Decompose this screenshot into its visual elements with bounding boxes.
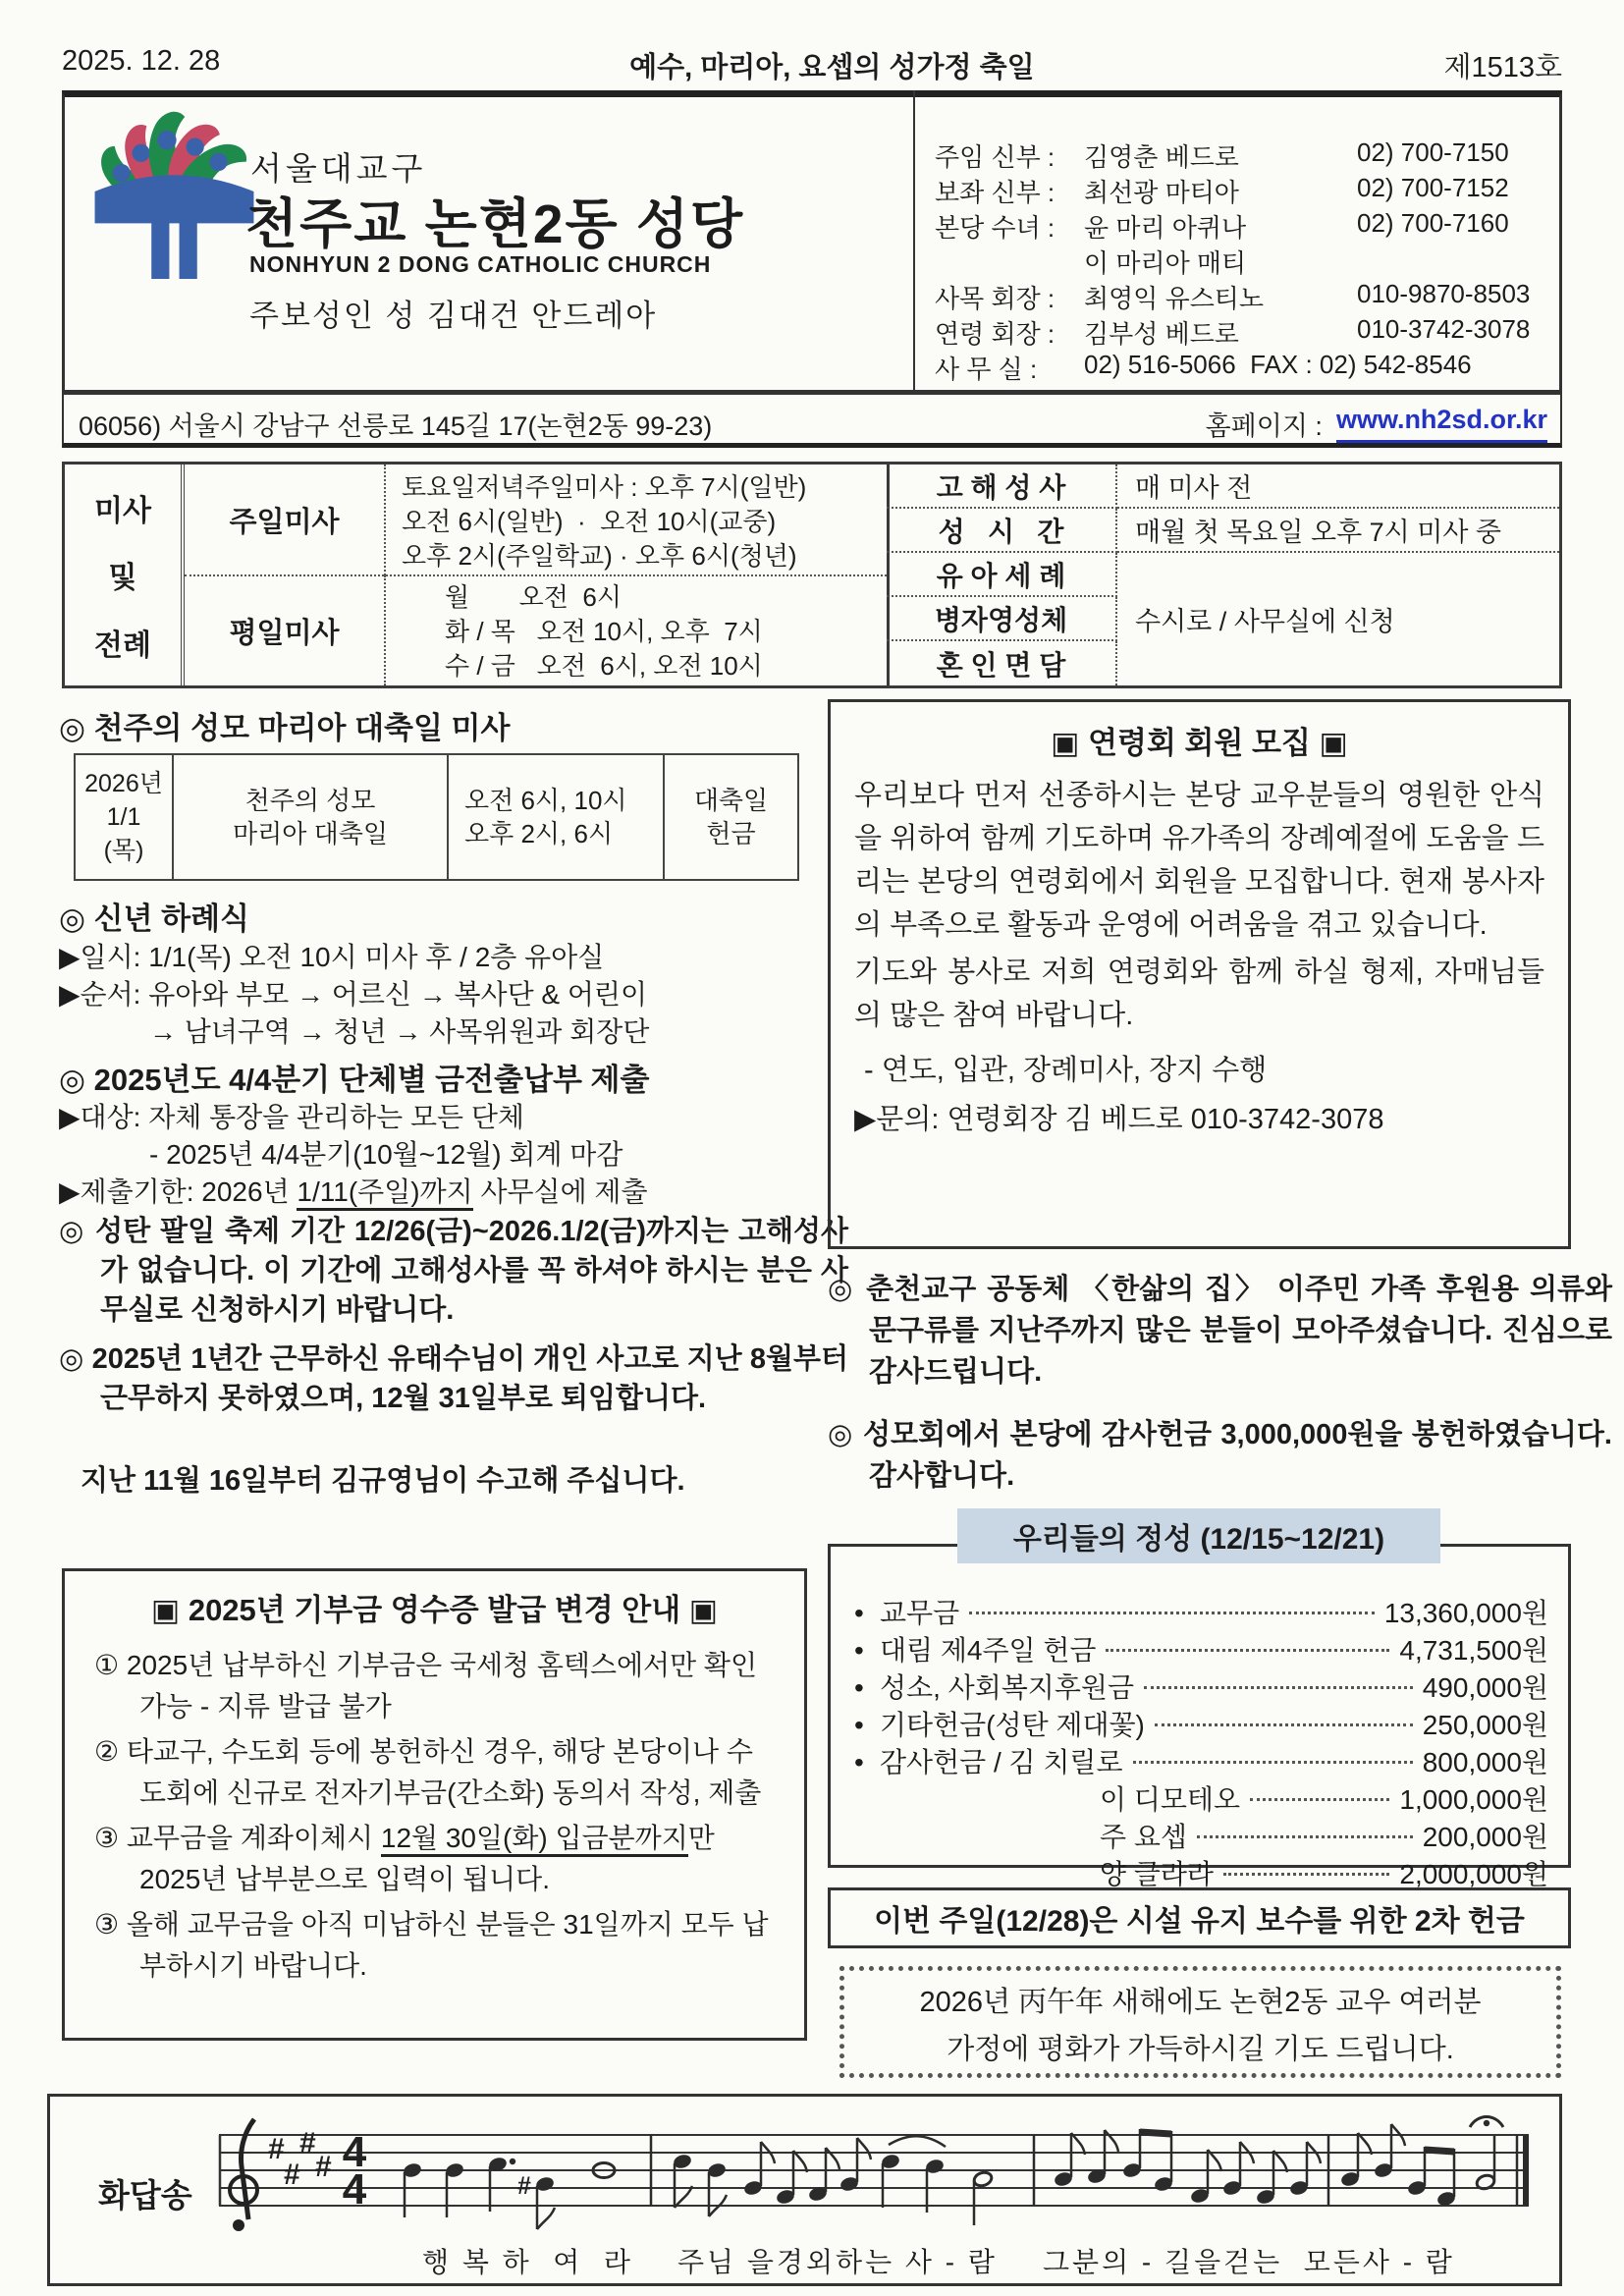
dotted-leader [1106,1649,1389,1652]
feast-date-cell: 2026년 1/1 (목) [76,755,174,879]
contact-name: 김부성 베드로 [1084,319,1239,349]
purgatorial-society-body [831,762,1568,1141]
sunday-mass-label: 주일미사 [185,465,386,575]
time-signature-top: 4 [342,2128,367,2176]
seongmohoe-thanks-notice: ◎ 성모회에서 본당에 감사헌금 3,000,000원을 봉헌하였습니다. 감사합니다. [828,1419,1612,1492]
receipt-item-4: ③ 올해 교무금을 아직 미납하신 분들은 31일까지 모두 납부하시기 바랍니다. [94,1909,769,1981]
feast-times-cell: 오전 6시, 10시 오후 2시, 6시 [449,755,665,879]
staff-successor-notice: 지난 11월 16일부터 김규영님이 수고해 주십니다. [81,1465,685,1497]
receipt-item-3-underline: 12월 30일(화) 입금분까지 [381,1823,688,1857]
confession-label: 고 해 성 사 [887,465,1117,509]
donation-row: • 기타헌금(성탄 제대꽃) 250,000원 [854,1710,1548,1740]
lyrics-phrase-2: 주님 을경외하는 사 - 람 [677,2247,998,2277]
ledger-target: ▶대상: 자체 통장을 관리하는 모든 단체 [59,1102,524,1132]
weekday-mass-label: 평일미사 [185,575,386,685]
issue-number: 제1513호 [1443,52,1562,83]
newyear-when: ▶일시: 1/1(목) 오전 10시 미사 후 / 2층 유아실 [59,942,605,972]
church-address: 06056) 서울시 강남구 선릉로 145길 17(논현2동 99-23) [79,411,713,441]
contact-row [935,244,1548,280]
lyrics-phrase-3: 그분의 - 길을걷는 모든사 - 람 [1043,2247,1455,2277]
feast-mass-table [74,753,799,881]
adoration-value: 매월 첫 목요일 오후 7시 미사 중 [1117,509,1559,553]
bullet-icon: • [854,1635,864,1666]
homepage-row [1206,405,1547,443]
notes [403,2117,1526,2230]
purgatorial-society-services: - 연도, 입관, 장례미사, 장지 수행 [864,1055,1268,1086]
patron-saint: 주보성인 성 김대건 안드레아 [249,299,658,333]
confession-value: 매 미사 전 [1117,465,1559,509]
bullet-icon: • [854,1747,864,1777]
music-staff [211,2107,1537,2255]
donations-list [831,1547,1568,1890]
homepage-link[interactable]: www.nh2sd.or.kr [1336,405,1547,443]
donation-row: • 감사헌금 / 김 치릴로 800,000원 [854,1747,1548,1777]
contact-label: 본당 수녀 : [935,213,1056,243]
feast-offering-cell: 대축일 헌금 [693,786,769,848]
church-logo-icon [93,110,255,279]
sick-communion-label: 병자영성체 [887,597,1117,641]
contact-name: 이 마리아 매티 [1084,248,1247,278]
donation-row: 주 요셉 200,000원 [1100,1822,1548,1852]
weekday-mass-times: 월 오전 6시 화 / 목 오전 10시, 오후 7시 수 / 금 오전 6시, 오전 10시 [445,582,763,681]
contact-phone: 02) 700-7152 [1357,173,1509,202]
bullet-icon: • [854,1710,864,1740]
homepage-label: 홈페이지 : [1205,411,1323,441]
donation-row: • 대림 제4주일 헌금 4,731,500원 [854,1635,1548,1666]
receipt-item-2: ② 타교구, 수도회 등에 봉헌하신 경우, 해당 본당이나 수도회에 신규로 전자기부금(간소화) 동의서 작성, 제출 [94,1736,762,1808]
donations-box [828,1544,1571,1889]
receipt-notice-title: ▣ 2025년 기부금 영수증 발급 변경 안내 ▣ [150,1593,719,1627]
donation-row: 이 디모테오 1,000,000원 [1100,1784,1548,1815]
masthead-divider [913,90,915,393]
contact-name: 최영익 유스티노 [1084,284,1265,313]
mass-side-header: 미사 및 전례 [65,465,185,685]
sharp-icon: # [315,2151,332,2183]
mass-schedule-table [62,462,1562,688]
contact-label: 사 무 실 : [935,355,1038,384]
ledger-title: ◎ 2025년도 4/4분기 단체별 금전출납부 제출 [59,1063,650,1097]
page-date: 2025. 12. 28 [62,45,221,77]
donation-row: 양 글라라 2,000,000원 [1100,1859,1548,1889]
sunday-mass-times: 토요일저녁주일미사 : 오후 7시(일반) 오전 6시(일반) · 오전 10시(교중) 오후 2시(주일학교) · 오후 6시(청년) [402,472,807,571]
dotted-leader [1155,1723,1413,1726]
feast-name-cell: 천주의 성모 마리아 대축일 [174,755,449,879]
adoration-label: 성 시 간 [887,509,1117,553]
bullet-icon: • [854,1672,864,1703]
chuncheon-thanks-notice: ◎ 춘천교구 공동체 〈한삶의 집〉 이주민 가족 후원용 의류와 문구류를 지난주까지 많은 분들이 모아주셨습니다. 진심으로 감사드립니다. [828,1274,1612,1388]
contact-row [935,279,1548,315]
lyrics-phrase-1: 행 복 하 여 라 [422,2247,633,2277]
contact-row [935,173,1548,209]
dotted-leader [1250,1798,1389,1801]
contact-row [935,350,1548,386]
top-bar [62,45,1562,85]
contact-row [935,208,1548,245]
contact-name: 최선광 마티아 [1084,178,1239,207]
purgatorial-society-p1: 우리보다 먼저 선종하시는 본당 교우분들의 영원한 안식을 위하여 함께 기도하며 유가족의 장례예절에 도움을 드리는 본당의 연령회에서 회원을 모집합니다. 현재 봉사자의 부족으로 활동과 운영에 어려움을 겪고 있습니다. [854,780,1544,941]
sharp-icon: # [268,2133,285,2165]
contact-row [935,137,1548,174]
second-collection-box: 이번 주일(12/28)은 시설 유지 보수를 위한 2차 헌금 [828,1887,1571,1948]
newyear-order-1: ▶순서: 유아와 부모 → 어르신 → 복사단 & 어린이 [59,979,647,1010]
receipt-item-3: ③ 교무금을 계좌이체시 12월 30일(화) 입금분까지만 2025년 납부분으로 입력이 됩니다. [94,1823,715,1894]
contact-label [935,244,1084,280]
donations-title: 우리들의 정성 (12/15~12/21) [957,1508,1440,1563]
newyear-greeting-box [839,1966,1561,2078]
receipt-item-1: ① 2025년 납부하신 기부금은 국세청 홈텍스에서만 확인 가능 - 지류 발급 불가 [94,1650,758,1722]
sharp-icon: # [299,2127,316,2159]
contact-label: 사목 회장 : [935,284,1056,313]
purgatorial-society-contact: ▶문의: 연령회장 김 베드로 010-3742-3078 [854,1104,1384,1135]
contact-row [935,314,1548,351]
treble-clef-icon [230,2119,257,2231]
svg-text:#: # [517,2172,531,2200]
contact-phone: 010-3742-3078 [1357,314,1531,344]
dotted-leader [1144,1686,1413,1689]
ledger-closing: - 2025년 4/4분기(10월~12월) 회계 마감 [149,1139,623,1170]
dotted-leader [969,1612,1375,1614]
contact-name: 김영춘 베드로 [1084,142,1239,172]
diocese-name: 서울대교구 [250,150,427,187]
donation-row: • 교무금 13,360,000원 [854,1598,1548,1628]
church-name-en: NONHYUN 2 DONG CATHOLIC CHURCH [249,251,712,277]
feast-day-title: 예수, 마리아, 요셉의 성가정 축일 [629,52,1035,83]
bullet-icon: • [854,1598,864,1628]
dotted-leader [1197,1835,1413,1838]
contact-label: 보좌 신부 : [935,178,1056,207]
donation-row: • 성소, 사회복지후원금 490,000원 [854,1672,1548,1703]
greeting-line-1: 2026년 丙午年 새해에도 논현2동 교우 여러분 [919,1987,1482,2018]
feast-mass-title: ◎ 천주의 성모 마리아 대축일 미사 [59,711,511,745]
contact-label: 주임 신부 : [935,142,1056,172]
marriage-interview-label: 혼 인 면 담 [887,641,1117,685]
receipt-notice-box [62,1568,807,2041]
ledger-deadline-underline: 1/11(주일)까지 [297,1176,472,1211]
contact-phone [1357,244,1548,280]
church-name: 천주교 논현2동 성당 [245,193,745,254]
contact-name: 윤 마리 아퀴나 [1084,213,1247,243]
infant-baptism-label: 유 아 세 례 [887,553,1117,597]
dotted-leader [1133,1761,1413,1764]
ledger-deadline: ▶제출기한: 2026년 1/11(주일)까지 사무실에 제출 [59,1171,648,1210]
contact-phone: 010-9870-8503 [1357,279,1531,308]
newyear-order-2: → 남녀구역 → 청년 → 사목위원과 회장단 [149,1016,650,1047]
staff-retirement-notice: ◎ 2025년 1년간 근무하신 유태수님이 개인 사고로 지난 8월부터 근무하지 못하였으며, 12월 31일부로 퇴임합니다. [59,1343,848,1414]
responsorial-psalm-label: 화답송 [98,2177,192,2214]
receipt-notice-items [65,1629,804,1987]
sacraments-merged-value: 수시로 / 사무실에 신청 [1135,607,1395,636]
contact-phone: 02) 700-7160 [1357,208,1509,238]
christmas-octave-notice: ◎ 성탄 팔일 축제 기간 12/26(금)~2026.1/2(금)까지는 고해성사가 없습니다. 이 기간에 고해성사를 꼭 하셔야 하시는 분은 사무실로 신청하시기 바랍니다. [59,1216,848,1326]
contact-phone: 02) 700-7150 [1357,137,1509,167]
purgatorial-society-title: ▣ 연령회 회원 모집 ▣ [1051,726,1348,760]
dotted-leader [1223,1873,1389,1876]
contact-name: 02) 516-5066 FAX : 02) 542-8546 [1084,350,1472,379]
purgatorial-society-box [828,699,1571,1249]
time-signature-bottom: 4 [342,2165,367,2214]
contact-label: 연령 회장 : [935,319,1056,349]
newyear-title: ◎ 신년 하례식 [59,902,250,936]
greeting-line-2: 가정에 평화가 가득하시길 기도 드립니다. [947,2034,1454,2065]
sharp-icon: # [284,2159,300,2191]
purgatorial-society-p2: 기도와 봉사로 저희 연령회와 함께 하실 형제, 자매님들의 많은 참여 바랍니다. [854,957,1544,1031]
